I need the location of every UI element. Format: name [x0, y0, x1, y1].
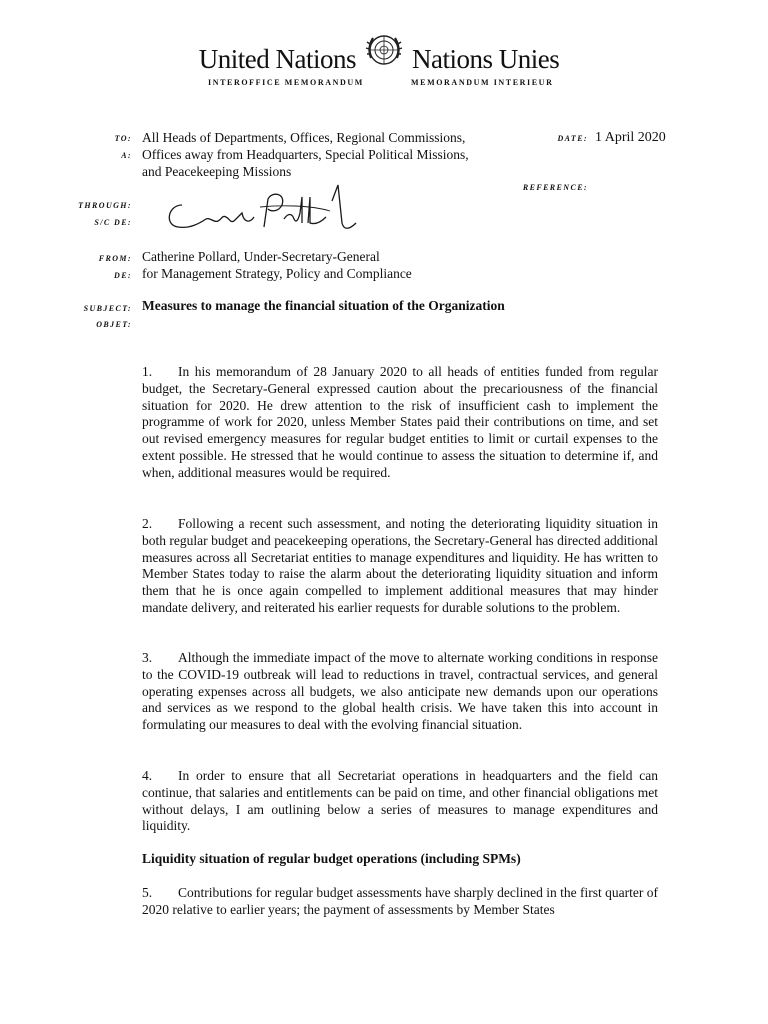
paragraph-number: 4.	[142, 768, 153, 783]
paragraph-number: 2.	[142, 516, 153, 531]
paragraph-text: In his memorandum of 28 January 2020 to all heads of entities funded from regular budget, the Secretary-General expressed caution about the precariousness of the financial situation for 2020. He drew attention to the risk of insufficient cash to implement the programme of work for 2020, unless Member States paid their contributions on time, and set out revised emergency measures for regular budget entities to limit or curtail expenses to the extent possible. He stressed that he would continue to assess the situation to determine if, and when, additional measures would be required.	[142, 364, 658, 480]
paragraph-4	[142, 768, 658, 835]
date-label: DATE:	[557, 134, 588, 143]
paragraph-number: 3.	[142, 650, 153, 665]
paragraph-text: Following a recent such assessment, and noting the deteriorating liquidity situation in both regular budget and peacekeeping operations, the Secretary-General has directed additional measures across all Secretariat entities to manage expenditures and liquidity. He has written to Member States today to raise the alarm about the deteriorating liquidity situation and inform them that he is once again compelled to implement additional measures that may hinder mandate delivery, and reiterated his earlier requests for durable solutions to the problem.	[142, 516, 658, 615]
section-heading: Liquidity situation of regular budget operations (including SPMs)	[142, 851, 521, 866]
paragraph-3	[142, 650, 658, 734]
paragraph-text: In order to ensure that all Secretariat operations in headquarters and the field can continue, that salaries and entitlements can be paid on time, and other financial obligations met without delays, I am outlining below a series of measures to manage expenditures and liquidity.	[142, 768, 658, 834]
objet-label: OBJET:	[96, 320, 132, 329]
letterhead	[0, 42, 768, 82]
de-label: DE:	[114, 271, 132, 280]
reference-label: REFERENCE:	[522, 183, 588, 192]
to-line-3: and Peacekeeping Missions	[142, 164, 292, 179]
paragraph-1	[142, 364, 658, 482]
subject-value: Measures to manage the financial situation of the Organization	[142, 298, 505, 313]
from-label: FROM:	[98, 254, 132, 263]
un-emblem-icon	[364, 30, 404, 70]
from-line-2: for Management Strategy, Policy and Compliance	[142, 266, 412, 281]
to-line-1: All Heads of Departments, Offices, Regional Commissions,	[142, 130, 466, 145]
through-label: THROUGH:	[78, 201, 132, 210]
paragraph-number: 5.	[142, 885, 153, 900]
date-value: 1 April 2020	[595, 130, 666, 145]
paragraph-2	[142, 516, 658, 617]
to-label: TO:	[114, 134, 132, 143]
subject-label: SUBJECT:	[83, 304, 132, 313]
signature	[160, 183, 360, 239]
title-french: Nations Unies	[412, 44, 560, 74]
a-label: A:	[121, 151, 132, 160]
subtitle-french: MEMORANDUM INTERIEUR	[411, 78, 554, 87]
from-line-1: Catherine Pollard, Under-Secretary-General	[142, 249, 380, 264]
sc-de-label: S/C DE:	[94, 218, 132, 227]
paragraph-5	[142, 885, 658, 919]
subtitle-english: INTEROFFICE MEMORANDUM	[208, 78, 364, 87]
title-english: United Nations	[198, 44, 356, 74]
paragraph-text: Although the immediate impact of the move to alternate working conditions in response to the COVID-19 outbreak will lead to reductions in travel, contractual services, and general operating expenses across all budgets, we also anticipate new demands upon our operations and services as we respond to the global health crisis. We have taken this into account in formulating our measures to deal with the evolving financial situation.	[142, 650, 658, 733]
to-line-2: Offices away from Headquarters, Special Political Missions,	[142, 147, 469, 162]
paragraph-number: 1.	[142, 364, 153, 379]
paragraph-text: Contributions for regular budget assessments have sharply declined in the first quarter of 2020 relative to earlier years; the payment of assessments by Member States	[142, 885, 658, 917]
